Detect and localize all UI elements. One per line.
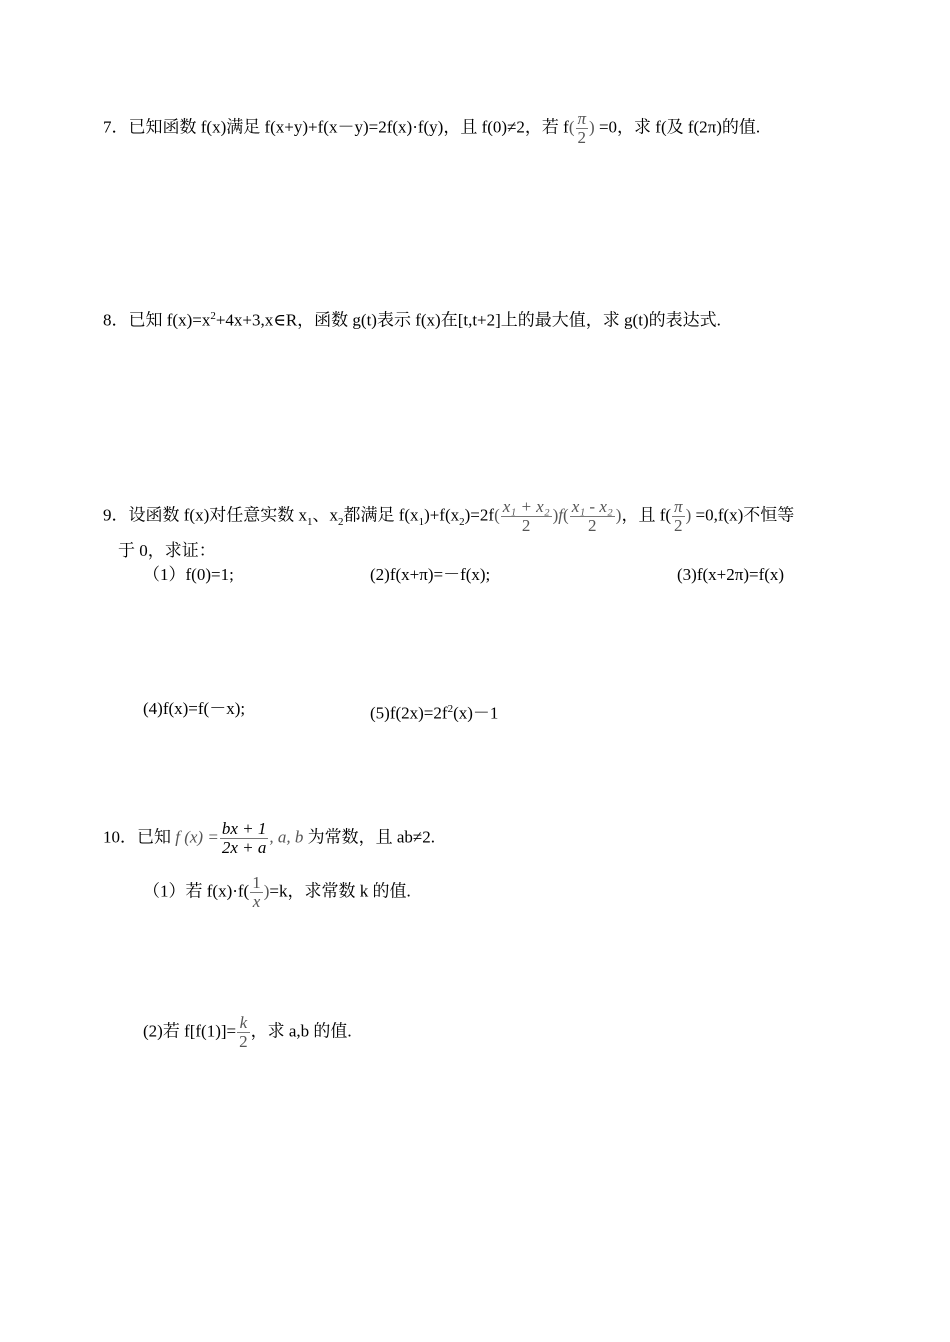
problem-10-fraction: $\frac{bx + 1}{2x + a}$: [221, 819, 267, 857]
problem-10-part-2-fraction: $\frac{k}{2}$: [239, 1013, 248, 1051]
problem-10-part-1: （1）若 f(x)·f( $\frac{1}{x}$ )=k，求常数 k 的值.: [143, 873, 411, 911]
problem-10-part-1-fraction: $\frac{1}{x}$: [252, 873, 261, 911]
problem-9-fraction-diff: $\frac{\text{x₁ - x₂}}{2}$: [571, 497, 613, 535]
problem-7-text-b: =0，求 f(及 f(2π)的值.: [598, 117, 761, 137]
problem-8-text-a: 已知 f(x)=x: [128, 310, 211, 330]
problem-7-fraction: $\frac{\pi}{2}$: [577, 109, 587, 147]
problem-9-part-2: (2)f(x+π)=－f(x);: [370, 565, 491, 584]
problem-9-text-a: 设函数 f(x)对任意实数 x: [128, 505, 307, 525]
problem-9-part-4: (4)f(x)=f(－x);: [143, 699, 246, 718]
problem-9-part-1: （1）f(0)=1;: [143, 565, 234, 584]
problem-9-part-3: (3)f(x+2π)=f(x): [677, 565, 785, 584]
problem-9-part-5: $(5)f(2x)=2f^2(x)-1$: [370, 703, 499, 723]
problem-8-sup: 2: [210, 310, 216, 322]
problem-9-continuation: 于 0，求证：: [118, 541, 216, 560]
problem-10-part-2: (2)若 f[f(1)]= $\frac{k}{2}$ ，求 a,b 的值.: [143, 1013, 352, 1051]
problem-8: [103, 305, 721, 332]
problem-10-number: 10．: [103, 827, 137, 847]
problem-9: 9．设函数 f(x)对任意实数 $x_1$、$x_2$都满足 $f(x_1)+f(x_2)=2f$( $\frac{\text{x₁ + x₂}}{2}$ )f( $\frac{\text{x₁ - x₂}}{2}$ )，且 f( $\frac{\pi}{2}$ ) =0,f(x)不恒等: [103, 497, 795, 535]
problem-9-fraction-sum: $\frac{\text{x₁ + x₂}}{2}$: [502, 497, 550, 535]
problem-9-fraction-pi: $\frac{\pi}{2}$: [674, 497, 683, 535]
problem-8-text-b: +4x+3,x∈R，函数 g(t)表示 f(x)在[t,t+2]上的最大值，求 g(t)的表达式.: [215, 310, 721, 330]
problem-9-number: 9．: [103, 505, 129, 525]
problem-10: 10．已知 f (x) = $\frac{bx + 1}{2x + a}$ , a, b 为常数，且 ab≠2.: [103, 819, 435, 857]
problem-7-text-a: 已知函数 f(x)满足 f(x+y)+f(x－y)=2f(x)·f(y)，且 f(0)≠2，若 f: [128, 117, 569, 137]
problem-7-number: 7．: [103, 117, 129, 137]
problem-7: 7．已知函数 f(x)满足 f(x+y)+f(x－y)=2f(x)·f(y)，且 f(0)≠2，若 f( $\frac{\pi}{2}$ ) =0，求 f(及 f(2π)的值.: [103, 109, 761, 147]
problem-8-number: 8．: [103, 310, 129, 330]
